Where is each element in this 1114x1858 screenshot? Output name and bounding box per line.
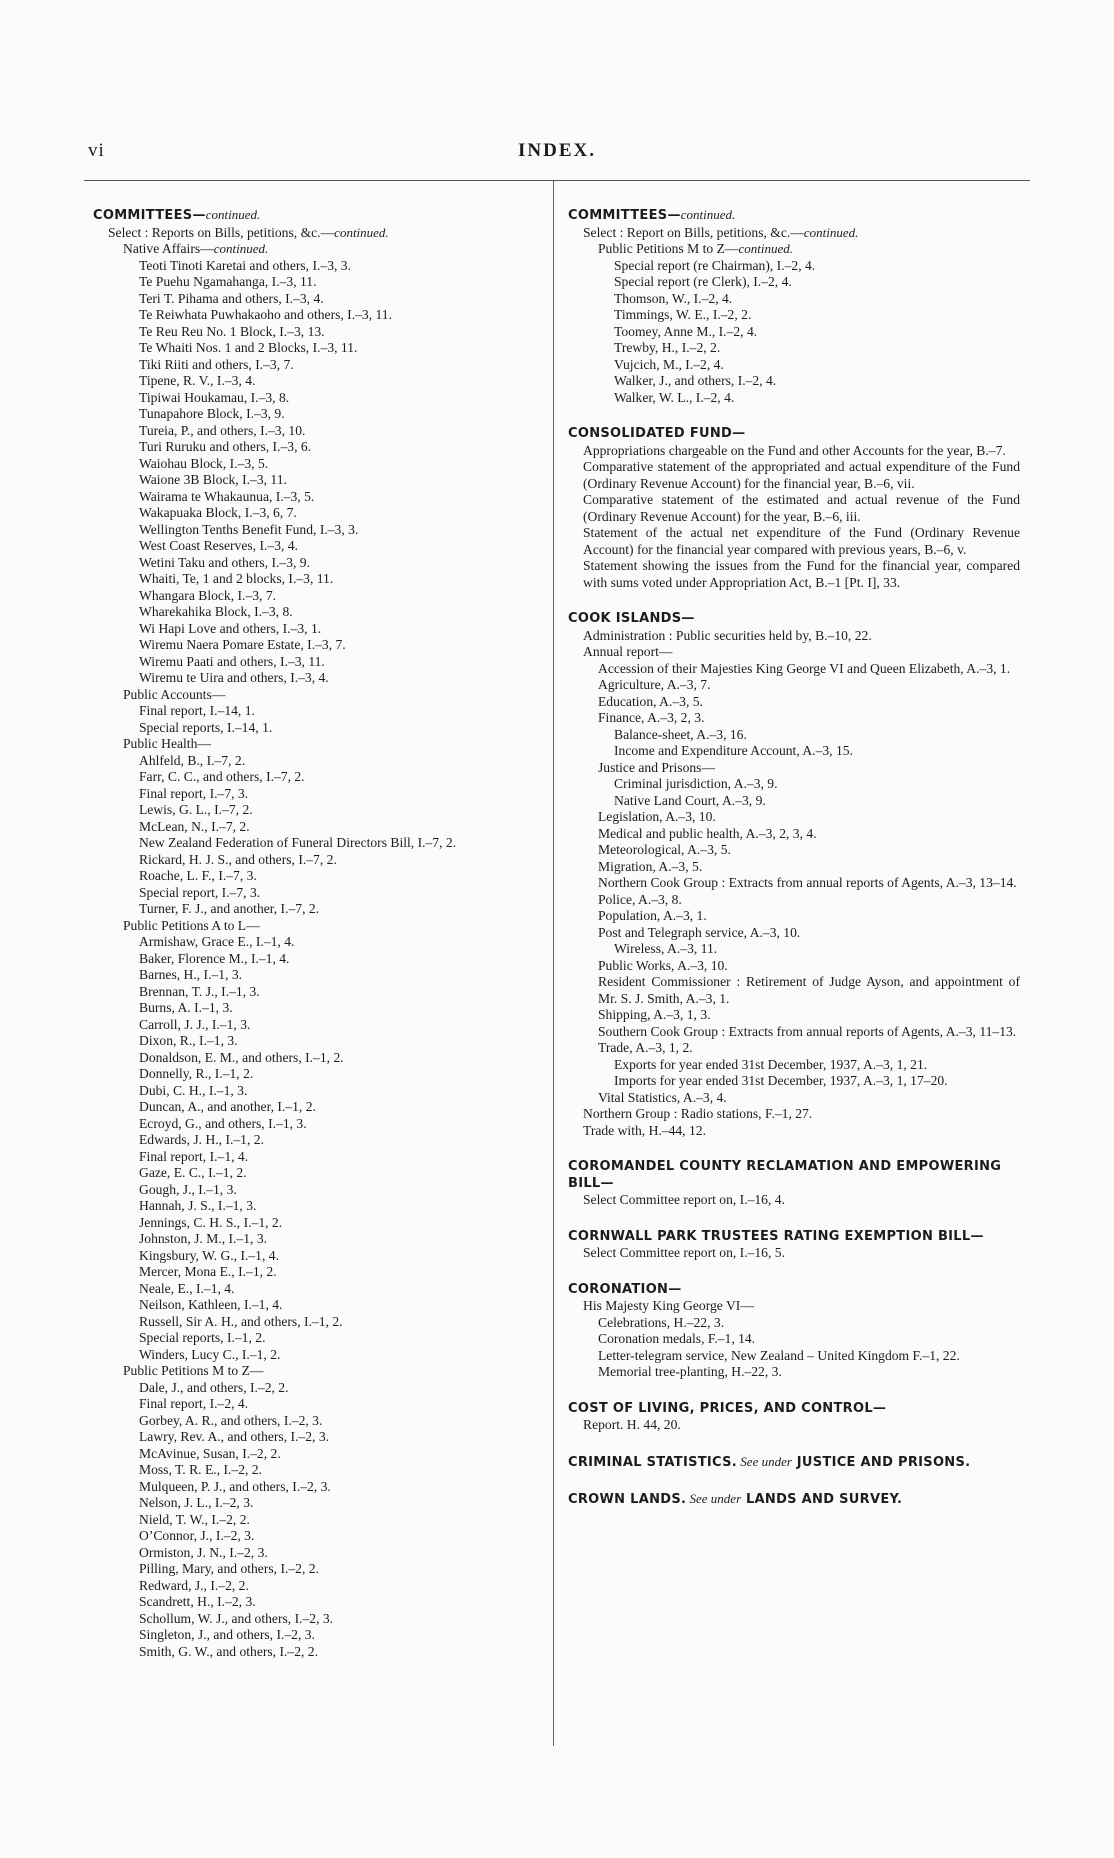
index-entry: Walker, W. L., I.–2, 4. — [614, 389, 735, 405]
index-entry: Final report, I.–1, 4. — [139, 1148, 249, 1164]
index-entry: Wiremu Paati and others, I.–3, 11. — [139, 653, 325, 669]
index-entry: Singleton, J., and others, I.–2, 3. — [139, 1627, 315, 1642]
index-entry: Comparative statement of the appropriated and actual expenditure of the Fund (Ordinary Revenue Account) for the financial year, B.–6, vii. — [583, 459, 1020, 491]
index-entry: Waiohau Block, I.–3, 5. — [139, 455, 269, 471]
index-entry: Migration, A.–3, 5. — [598, 858, 703, 874]
index-entry: Final report, I.–2, 4. — [139, 1396, 249, 1411]
index-entry: Scandrett, H., I.–2, 3. — [139, 1594, 256, 1609]
index-entry: Accession of their Majesties King George VI and Queen Elizabeth, A.–3, 1. — [598, 660, 1011, 676]
index-entry: Ahlfeld, B., I.–7, 2. — [139, 752, 246, 768]
index-entry: Statement showing the issues from the Fund for the financial year, compared with sums voted under Appropriation Act, B.–1 [Pt. I], 33. — [583, 558, 1020, 590]
index-entry: Schollum, W. J., and others, I.–2, 3. — [139, 1610, 334, 1626]
index-entry: Neale, E., I.–1, 4. — [139, 1280, 235, 1296]
index-entry: Final report, I.–7, 3. — [139, 785, 249, 801]
index-entry: Northern Group : Radio stations, F.–1, 27. — [583, 1106, 813, 1121]
index-entry: Wireless, A.–3, 11. — [614, 941, 718, 956]
index-entry: Resident Commissioner : Retirement of Judge Ayson, and appointment of Mr. S. J. Smith, A.–3, 1. — [598, 974, 1020, 1006]
index-entry: Te Puehu Ngamahanga, I.–3, 11. — [139, 274, 317, 289]
index-entry: Johnston, J. M., I.–1, 3. — [139, 1231, 268, 1246]
index-entry: Rickard, H. J. S., and others, I.–7, 2. — [139, 851, 337, 867]
index-entry: Donaldson, E. M., and others, I.–1, 2. — [139, 1049, 344, 1065]
index-entry: Farr, C. C., and others, I.–7, 2. — [139, 769, 305, 784]
index-entry: Select : Report on Bills, petitions, &c.—continued. — [583, 224, 859, 240]
index-entry: New Zealand Federation of Funeral Directors Bill, I.–7, 2. — [139, 835, 457, 850]
index-entry: McLean, N., I.–7, 2. — [139, 818, 250, 834]
index-entry: Wiremu te Uira and others, I.–3, 4. — [139, 670, 329, 685]
index-entry: Dale, J., and others, I.–2, 2. — [139, 1379, 289, 1395]
index-entry: Roache, L. F., I.–7, 3. — [139, 868, 257, 883]
index-entry: Kingsbury, W. G., I.–1, 4. — [139, 1247, 279, 1263]
index-entry: Nield, T. W., I.–2, 2. — [139, 1511, 250, 1527]
index-entry: Public Petitions A to L— — [123, 917, 260, 933]
index-entry: Meteorological, A.–3, 5. — [598, 842, 731, 857]
index-entry: Final report, I.–14, 1. — [139, 703, 255, 718]
index-entry: Southern Cook Group : Extracts from annual reports of Agents, A.–3, 11–13. — [598, 1023, 1017, 1039]
index-entry: Teoti Tinoti Karetai and others, I.–3, 3. — [139, 257, 351, 273]
index-entry: Armishaw, Grace E., I.–1, 4. — [139, 934, 295, 949]
index-entry: Moss, T. R. E., I.–2, 2. — [139, 1462, 262, 1477]
index-entry: Special report, I.–7, 3. — [139, 884, 261, 900]
index-entry: Burns, A. I.–1, 3. — [139, 1000, 233, 1015]
index-heading: CROWN LANDS. See under LANDS AND SURVEY. — [568, 1491, 903, 1507]
page-number: vi — [88, 140, 105, 161]
index-entry: Tunapahore Block, I.–3, 9. — [139, 406, 285, 421]
index-entry: Tipene, R. V., I.–3, 4. — [139, 373, 256, 388]
index-entry: Population, A.–3, 1. — [598, 908, 707, 923]
index-entry: Tureia, P., and others, I.–3, 10. — [139, 422, 306, 438]
index-entry: Trade with, H.–44, 12. — [583, 1122, 706, 1138]
index-heading: CRIMINAL STATISTICS. See under JUSTICE AND PRISONS. — [568, 1453, 971, 1470]
index-entry: Walker, J., and others, I.–2, 4. — [614, 373, 777, 388]
index-entry: Post and Telegraph service, A.–3, 10. — [598, 924, 801, 940]
right-column — [568, 207, 1020, 1509]
index-entry: Income and Expenditure Account, A.–3, 15. — [614, 743, 853, 758]
index-entry: Vital Statistics, A.–3, 4. — [598, 1089, 727, 1105]
index-entry: Coronation medals, F.–1, 14. — [598, 1331, 756, 1346]
index-entry: Annual report— — [583, 644, 673, 659]
index-entry: Public Accounts— — [123, 686, 226, 702]
index-entry: Dixon, R., I.–1, 3. — [139, 1033, 238, 1048]
index-entry: Public Petitions M to Z— — [123, 1363, 264, 1378]
index-entry: Brennan, T. J., I.–1, 3. — [139, 983, 260, 999]
index-entry: Appropriations chargeable on the Fund and other Accounts for the year, B.–7. — [583, 442, 1006, 458]
index-entry: Tiki Riiti and others, I.–3, 7. — [139, 356, 294, 372]
index-entry: His Majesty King George VI— — [583, 1298, 754, 1313]
index-entry: Comparative statement of the estimated and actual revenue of the Fund (Ordinary Revenue Account) for the year, B.–6, iii. — [583, 492, 1020, 524]
index-entry: Select Committee report on, I.–16, 4. — [583, 1192, 785, 1207]
index-entry: Hannah, J. S., I.–1, 3. — [139, 1198, 257, 1213]
index-entry: Wi Hapi Love and others, I.–3, 1. — [139, 620, 322, 636]
index-entry: Imports for year ended 31st December, 1937, A.–3, 1, 17–20. — [614, 1073, 948, 1088]
index-entry: Finance, A.–3, 2, 3. — [598, 710, 705, 725]
index-heading: CORONATION— — [568, 1281, 682, 1297]
index-entry: Wairama te Whakaunua, I.–3, 5. — [139, 488, 315, 504]
index-entry: Carroll, J. J., I.–1, 3. — [139, 1016, 251, 1032]
page-title: INDEX. — [518, 140, 596, 161]
index-entry: Vujcich, M., I.–2, 4. — [614, 356, 724, 372]
index-heading: CORNWALL PARK TRUSTEES RATING EXEMPTION BILL— — [568, 1228, 984, 1244]
index-entry: Wiremu Naera Pomare Estate, I.–3, 7. — [139, 637, 346, 652]
index-entry: Whaiti, Te, 1 and 2 blocks, I.–3, 11. — [139, 571, 334, 586]
index-entry: Native Land Court, A.–3, 9. — [614, 792, 766, 808]
index-entry: Letter-telegram service, New Zealand – United Kingdom F.–1, 22. — [598, 1347, 960, 1363]
index-entry: McAvinue, Susan, I.–2, 2. — [139, 1445, 281, 1461]
index-entry: Administration : Public securities held by, B.–10, 22. — [583, 627, 872, 643]
index-entry: Whangara Block, I.–3, 7. — [139, 587, 277, 603]
index-entry: Report. H. 44, 20. — [583, 1417, 681, 1432]
index-entry: Ormiston, J. N., I.–2, 3. — [139, 1544, 268, 1560]
index-entry: Donnelly, R., I.–1, 2. — [139, 1066, 254, 1081]
index-entry: Justice and Prisons— — [598, 759, 716, 775]
column-divider — [553, 181, 554, 1746]
left-column — [93, 207, 545, 1660]
index-entry: Statement of the actual net expenditure of the Fund (Ordinary Revenue Account) for the financial year compared with previous years, B.–6, v. — [583, 525, 1020, 557]
index-entry: Public Works, A.–3, 10. — [598, 957, 728, 973]
index-entry: Medical and public health, A.–3, 2, 3, 4. — [598, 825, 817, 841]
index-entry: Special reports, I.–14, 1. — [139, 719, 273, 735]
index-entry: O’Connor, J., I.–2, 3. — [139, 1528, 255, 1543]
index-entry: Public Health— — [123, 736, 211, 751]
index-entry: Memorial tree-planting, H.–22, 3. — [598, 1364, 782, 1379]
index-entry: Gough, J., I.–1, 3. — [139, 1181, 237, 1197]
index-entry: Education, A.–3, 5. — [598, 693, 703, 709]
index-entry: Te Reiwhata Puwhakaoho and others, I.–3, 11. — [139, 307, 392, 322]
index-entry: Neilson, Kathleen, I.–1, 4. — [139, 1297, 283, 1312]
index-entry: Northern Cook Group : Extracts from annual reports of Agents, A.–3, 13–14. — [598, 875, 1017, 890]
index-entry: Trade, A.–3, 1, 2. — [598, 1040, 693, 1055]
index-entry: Agriculture, A.–3, 7. — [598, 677, 711, 692]
index-entry: Dubi, C. H., I.–1, 3. — [139, 1082, 248, 1098]
index-entry: Special reports, I.–1, 2. — [139, 1330, 266, 1345]
index-entry: Te Reu Reu No. 1 Block, I.–3, 13. — [139, 323, 325, 339]
index-entry: Select : Reports on Bills, petitions, &c.—continued. — [108, 224, 389, 240]
index-entry: Waione 3B Block, I.–3, 11. — [139, 472, 287, 487]
index-entry: Exports for year ended 31st December, 1937, A.–3, 1, 21. — [614, 1056, 928, 1072]
index-entry: Criminal jurisdiction, A.–3, 9. — [614, 776, 778, 791]
index-entry: Toomey, Anne M., I.–2, 4. — [614, 323, 758, 339]
index-entry: Legislation, A.–3, 10. — [598, 809, 716, 824]
index-entry: Select Committee report on, I.–16, 5. — [583, 1245, 785, 1260]
index-entry: Nelson, J. L., I.–2, 3. — [139, 1495, 254, 1510]
index-entry: Pilling, Mary, and others, I.–2, 2. — [139, 1561, 319, 1576]
index-heading: COST OF LIVING, PRICES, AND CONTROL— — [568, 1400, 887, 1416]
index-entry: Edwards, J. H., I.–1, 2. — [139, 1132, 264, 1147]
index-entry: Barnes, H., I.–1, 3. — [139, 967, 243, 982]
index-entry: Special report (re Chairman), I.–2, 4. — [614, 257, 816, 273]
index-heading: COOK ISLANDS— — [568, 611, 695, 626]
index-heading: COMMITTEES—continued. — [568, 207, 736, 223]
index-heading: CONSOLIDATED FUND— — [568, 426, 746, 441]
index-heading: COROMANDEL COUNTY RECLAMATION AND EMPOWERING BILL— — [568, 1159, 1002, 1191]
index-entry: West Coast Reserves, I.–3, 4. — [139, 538, 298, 553]
index-entry: Gaze, E. C., I.–1, 2. — [139, 1165, 247, 1180]
index-entry: Ecroyd, G., and others, I.–1, 3. — [139, 1115, 307, 1131]
index-entry: Timmings, W. E., I.–2, 2. — [614, 307, 752, 322]
index-entry: Wakapuaka Block, I.–3, 6, 7. — [139, 505, 297, 520]
index-entry: Smith, G. W., and others, I.–2, 2. — [139, 1643, 318, 1659]
index-entry: Baker, Florence M., I.–1, 4. — [139, 950, 290, 966]
index-entry: Te Whaiti Nos. 1 and 2 Blocks, I.–3, 11. — [139, 340, 358, 355]
index-entry: Balance-sheet, A.–3, 16. — [614, 726, 747, 742]
index-entry: Celebrations, H.–22, 3. — [598, 1314, 725, 1330]
index-entry: Thomson, W., I.–2, 4. — [614, 290, 733, 306]
index-entry: Wharekahika Block, I.–3, 8. — [139, 604, 293, 619]
index-entry: Duncan, A., and another, I.–1, 2. — [139, 1099, 316, 1114]
index-entry: Jennings, C. H. S., I.–1, 2. — [139, 1214, 283, 1230]
index-entry: Lawry, Rev. A., and others, I.–2, 3. — [139, 1429, 330, 1444]
index-entry: Winders, Lucy C., I.–1, 2. — [139, 1346, 281, 1362]
index-entry: Trewby, H., I.–2, 2. — [614, 340, 721, 355]
index-entry: Wellington Tenths Benefit Fund, I.–3, 3. — [139, 521, 359, 537]
index-entry: Lewis, G. L., I.–7, 2. — [139, 802, 253, 817]
index-entry: Russell, Sir A. H., and others, I.–1, 2. — [139, 1313, 343, 1329]
index-entry: Shipping, A.–3, 1, 3. — [598, 1007, 711, 1022]
index-entry: Special report (re Clerk), I.–2, 4. — [614, 274, 792, 289]
index-entry: Native Affairs—continued. — [123, 241, 269, 256]
index-entry: Mercer, Mona E., I.–1, 2. — [139, 1264, 277, 1279]
index-entry: Police, A.–3, 8. — [598, 891, 682, 907]
index-entry: Mulqueen, P. J., and others, I.–2, 3. — [139, 1478, 331, 1494]
index-entry: Redward, J., I.–2, 2. — [139, 1577, 249, 1593]
index-entry: Wetini Taku and others, I.–3, 9. — [139, 554, 310, 570]
index-entry: Tipiwai Houkamau, I.–3, 8. — [139, 389, 290, 405]
index-entry: Public Petitions M to Z—continued. — [598, 241, 793, 256]
index-entry: Turner, F. J., and another, I.–7, 2. — [139, 901, 320, 916]
index-entry: Teri T. Pihama and others, I.–3, 4. — [139, 290, 324, 306]
index-heading: COMMITTEES—continued. — [93, 207, 261, 223]
index-entry: Gorbey, A. R., and others, I.–2, 3. — [139, 1412, 323, 1428]
header-rule — [84, 180, 1030, 181]
index-entry: Turi Ruruku and others, I.–3, 6. — [139, 439, 312, 454]
